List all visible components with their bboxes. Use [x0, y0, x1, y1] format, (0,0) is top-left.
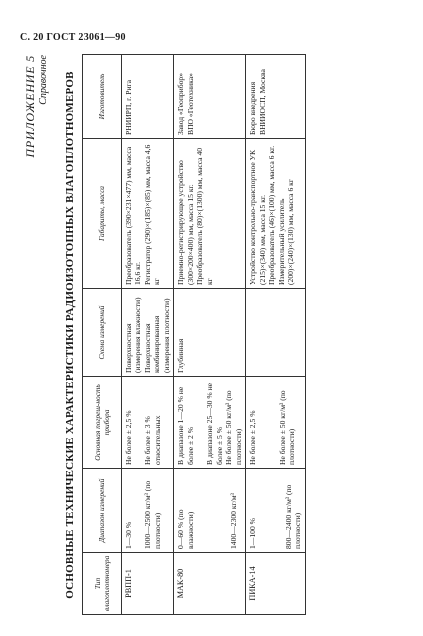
scheme-cell	[246, 289, 305, 377]
range-cell	[174, 469, 246, 553]
table-title: ОСНОВНЫЕ ТЕХНИЧЕСКИЕ ХАРАКТЕРИСТИКИ РАДИОИЗОТОПНЫХ ВЛАГОПЛОТНОМЕРОВ	[64, 71, 76, 599]
column-header: Тип влагоплотномера	[83, 553, 122, 615]
error-cell	[122, 377, 174, 469]
cell-text: Преобразователь (80)×(1300) мм, масса 40 кг	[195, 147, 214, 285]
cell-text: 1400—2300 кг/м³	[229, 493, 239, 549]
appendix-subtitle: Справочное	[37, 55, 49, 105]
device-type-cell: РВПП-1	[122, 553, 174, 615]
column-header: Габариты, масса	[83, 139, 122, 289]
device-type-cell: ПИКА-14	[246, 553, 305, 615]
cell-text: 1—30 %	[124, 521, 133, 549]
column-header: Диапазон измерений	[83, 469, 122, 553]
dimensions-cell	[246, 139, 305, 289]
cell-text: Не более ± 50 кг/м³ (по плотности)	[277, 390, 297, 465]
page-header: С. 20 ГОСТ 23061—90	[20, 32, 126, 43]
device-type-cell: МАК-80	[174, 553, 246, 615]
cell-text: Преобразователь (46)×(100) мм, масса 6 кг.	[267, 145, 277, 285]
error-cell	[246, 377, 305, 469]
error-cell	[174, 377, 246, 469]
appendix-block	[24, 55, 49, 158]
cell-text: 800—2400 кг/м³ (по плотности)	[283, 484, 303, 549]
cell-text: 1000—2500 кг/м³ (по плотности)	[143, 480, 162, 549]
cell-text: Завод «Геоприбор» ВПО «Геотехника»	[176, 72, 195, 135]
cell-text: Не более ± 3 % относительных	[143, 415, 162, 465]
range-cell	[122, 469, 174, 553]
maker-cell	[174, 55, 246, 139]
cell-text: Поверхностная комбинированная (измерения плотности)	[142, 298, 171, 373]
column-header: Изготовитель	[83, 55, 122, 139]
rotated-page-content	[24, 55, 404, 615]
cell-text: Бюро внедрения ВНИИОСП, Москва	[248, 69, 267, 135]
cell-text: Глубинная	[176, 338, 186, 373]
cell-text: Поверхностная (измерения влажности)	[124, 297, 143, 373]
characteristics-table	[82, 54, 306, 615]
cell-text: 0—60 % (по влажности)	[176, 509, 195, 549]
cell-text: Регистратор (290)×(185)×(85) мм, масса 4,6 кг	[142, 144, 162, 285]
maker-cell	[122, 55, 174, 139]
column-header: Схема измерений	[83, 289, 122, 377]
appendix-title: ПРИЛОЖЕНИЕ 5	[23, 55, 37, 158]
cell-text: В диапазоне 1—20 % не более ± 2 %	[176, 386, 195, 465]
cell-text: Устройство контрольно-транспортное УК (215)×(340) мм, масса 15 кг.	[248, 149, 267, 285]
cell-text: Измерительный усилитель (200)×(240)×(130) мм, масса 6 кг	[276, 179, 296, 285]
range-cell	[246, 469, 305, 553]
table-row	[122, 55, 174, 615]
scheme-cell	[174, 289, 246, 377]
dimensions-cell	[122, 139, 174, 289]
cell-text: Преобразователь (390×231×477) мм, масса 16,6 кг.	[124, 146, 143, 285]
scheme-cell	[122, 289, 174, 377]
cell-text: РНИИРП, г. Рига	[124, 79, 133, 135]
dimensions-cell	[174, 139, 246, 289]
cell-text: Приемно-регистрирующее устройство (300×200×400) мм, масса 15 кг.	[176, 160, 195, 285]
table-header-row	[83, 55, 122, 615]
cell-text: Не более ± 2,5 %	[124, 410, 133, 465]
cell-text: Не более ± 50 кг/м³ (по плотности)	[224, 390, 243, 465]
cell-text: 1—100 %	[248, 517, 258, 549]
cell-text: Не более ± 2,5 %	[248, 410, 258, 465]
table-row	[246, 55, 305, 615]
column-header: Основная погреш-ность прибора	[83, 377, 122, 469]
table-row	[174, 55, 246, 615]
maker-cell	[246, 55, 305, 139]
cell-text: В диапазоне 25—30 % не более ± 5 %	[205, 382, 224, 465]
